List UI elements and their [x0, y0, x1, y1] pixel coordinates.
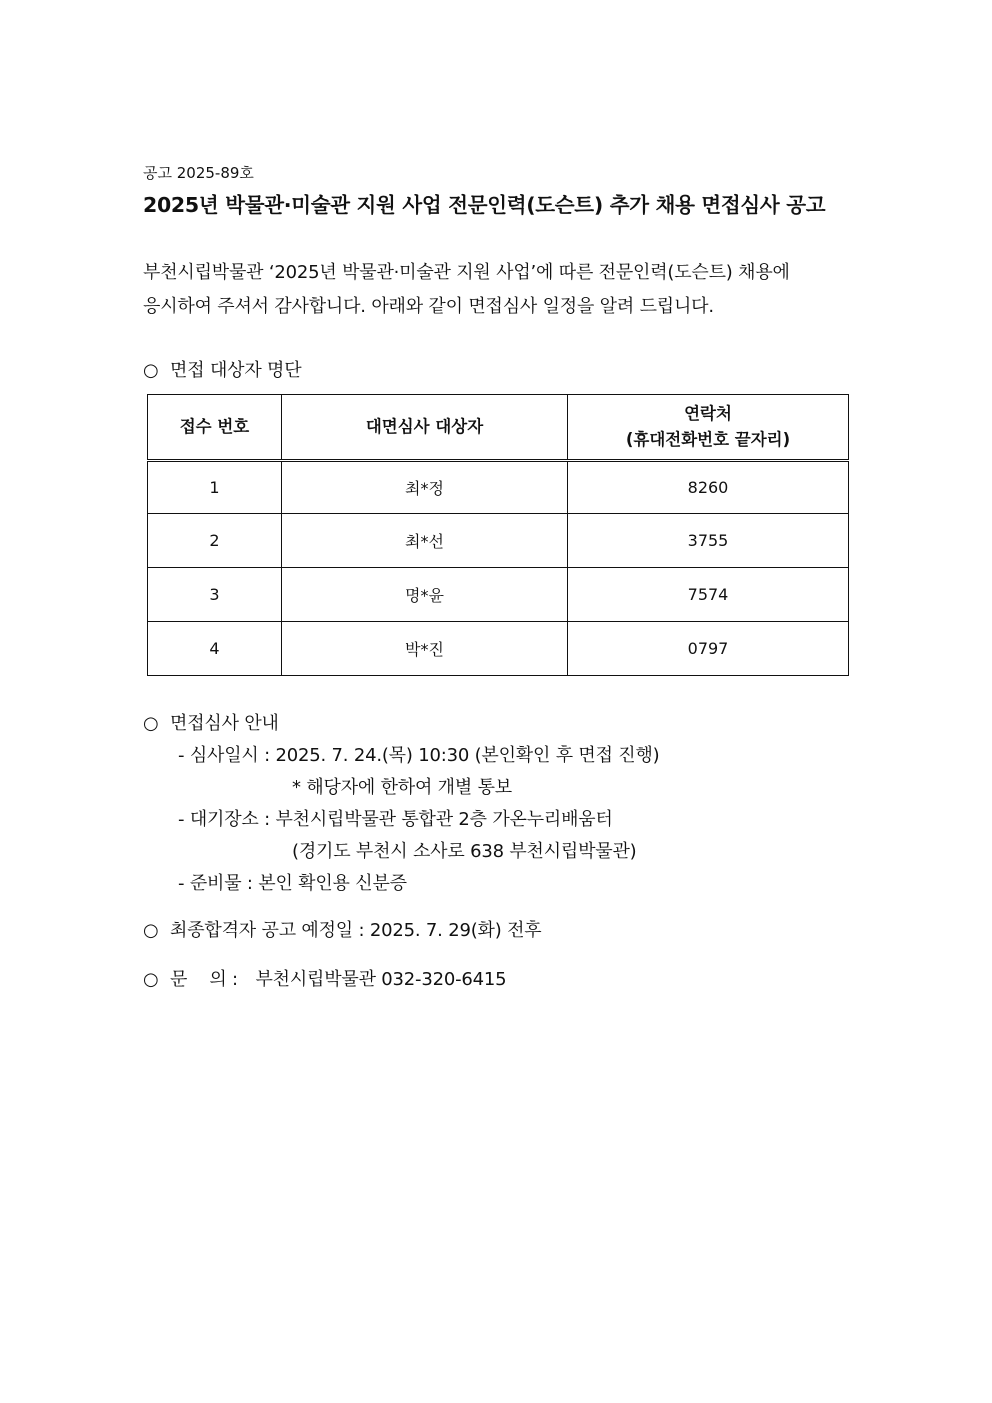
interviewee-cell: 최*정 — [282, 461, 568, 514]
section-heading: 면접 대상자 명단 — [170, 360, 302, 381]
contact-cell: 0797 — [568, 622, 849, 676]
applicant-table — [147, 394, 849, 676]
interviewee-cell: 최*선 — [282, 514, 568, 568]
header-contact-note: (휴대전화번호 끝자리) — [625, 430, 791, 449]
circle-bullet-icon: ○ — [143, 920, 159, 941]
circle-bullet-icon: ○ — [143, 713, 159, 734]
interviewee-cell: 명*윤 — [282, 568, 568, 622]
page-title: 2025년 박물관·미술관 지원 사업 전문인력(도슨트) 추가 채용 면접심사 공고 — [143, 193, 826, 217]
section-heading: 면접심사 안내 — [170, 713, 279, 734]
circle-bullet-icon: ○ — [143, 360, 159, 381]
receipt-number-cell: 1 — [148, 461, 282, 514]
section-contact — [143, 965, 506, 991]
table-header-row — [148, 395, 849, 461]
guide-address: (경기도 부천시 소사로 638 부천시립박물관) — [292, 841, 637, 862]
contact-cell: 3755 — [568, 514, 849, 568]
contact-cell: 7574 — [568, 568, 849, 622]
interviewee-cell: 박*진 — [282, 622, 568, 676]
notice-number: 공고 2025-89호 — [143, 164, 254, 182]
section-applicant-list — [143, 356, 301, 382]
guide-items: - 준비물 : 본인 확인용 신분증 — [178, 873, 407, 894]
final-result-text: 최종합격자 공고 예정일 : 2025. 7. 29(화) 전후 — [170, 920, 542, 941]
guide-waiting-place: - 대기장소 : 부천시립박물관 통합관 2층 가온누리배움터 — [178, 809, 613, 830]
receipt-number-cell: 3 — [148, 568, 282, 622]
section-final-result — [143, 916, 541, 942]
guide-datetime: - 심사일시 : 2025. 7. 24.(목) 10:30 (본인확인 후 면접 진행) — [178, 745, 660, 766]
contact-label: 문 의 : — [170, 969, 238, 990]
receipt-number-cell: 2 — [148, 514, 282, 568]
header-receipt-number: 접수 번호 — [148, 395, 282, 461]
table-row — [148, 514, 849, 568]
table-row — [148, 622, 849, 676]
intro-line-2: 응시하여 주셔서 감사합니다. 아래와 같이 면접심사 일정을 알려 드립니다. — [143, 296, 714, 317]
guide-datetime-note: * 해당자에 한하여 개별 통보 — [292, 777, 512, 798]
section-interview-guide — [143, 709, 279, 735]
contact-cell: 8260 — [568, 461, 849, 514]
header-contact — [568, 395, 849, 461]
contact-value: 부천시립박물관 032-320-6415 — [255, 969, 507, 990]
intro-line-1: 부천시립박물관 ‘2025년 박물관·미술관 지원 사업’에 따른 전문인력(도슨트) 채용에 — [143, 262, 790, 283]
table-row — [148, 568, 849, 622]
header-contact-title: 연락처 — [684, 404, 732, 423]
receipt-number-cell: 4 — [148, 622, 282, 676]
header-interviewee: 대면심사 대상자 — [282, 395, 568, 461]
table-row — [148, 461, 849, 514]
circle-bullet-icon: ○ — [143, 969, 159, 990]
